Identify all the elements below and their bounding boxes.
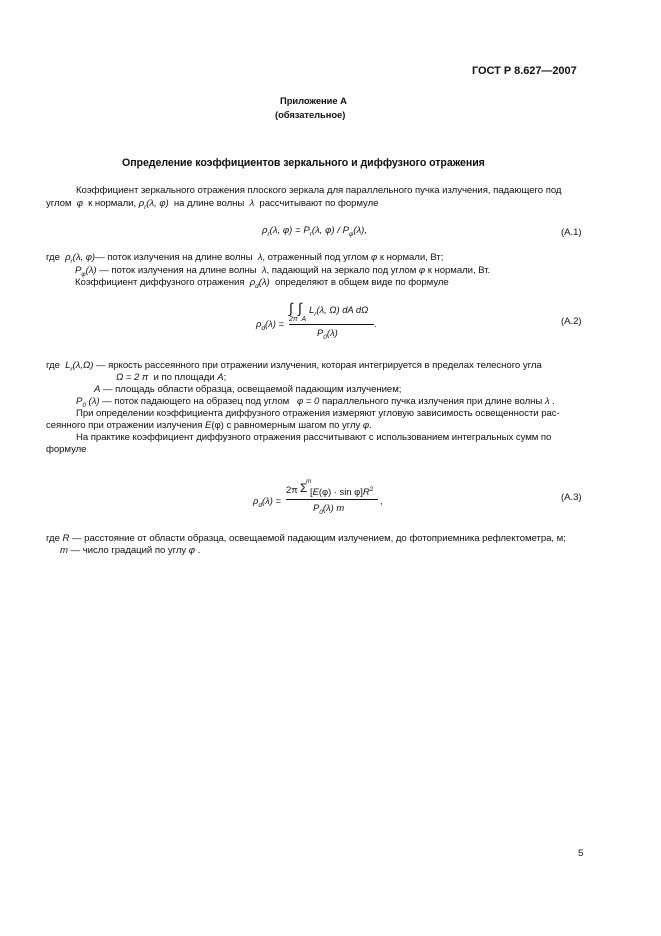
where-3: где $L_r(\lambda,\Omega)$ — яркость рассеянного при отражении излучения, которая интегрируется в пределах телесного угла — [46, 360, 542, 373]
where-6: где R — расстояние от области образца, освещаемой падающим излучением, до фотоприемника рефлектометра, м; — [46, 533, 566, 544]
formula-a2: $\rho_d(\lambda)$ = ∫ ∫ $L_r(\lambda$, Ω) dA dΩ 2π A $P_0(\lambda)$ . — [256, 300, 377, 341]
formula-a2-label: (А.2) — [561, 316, 582, 327]
where-3-continued: Ω = 2 π и по площади A; — [116, 372, 227, 383]
paragraph-3-line-1: При определении коэффициента диффузного отражения измеряют угловую зависимость освещенности рас- — [76, 408, 560, 419]
page-number: 5 — [578, 848, 584, 859]
where-7: m — число градаций по углу φ . — [60, 545, 201, 556]
where-4: A — площадь области образца, освещаемой падающим излучением; — [94, 384, 402, 395]
annex-status: (обязательное) — [275, 109, 346, 120]
annex-title: Приложение А — [280, 95, 347, 106]
where-2: $P_\varphi(\lambda)$ — поток излучения на длине волны λ, падающий на зеркало под углом φ к нормали, Вт. — [75, 265, 491, 278]
where-5: $P_0$ (λ) — поток падающего на образец под углом φ = 0 параллельного пучка излучения при длине волны λ . — [76, 396, 555, 409]
formula-a1-label: (А.1) — [561, 227, 582, 238]
paragraph-1-line-1: Коэффициент зеркального отражения плоского зеркала для параллельного пучка излучения, падающего под — [76, 185, 562, 196]
paragraph-3-line-2: сеянного при отражении излучения E(φ) с равномерным шагом по углу φ. — [46, 420, 372, 431]
paragraph-2: Коэффициент диффузного отражения $\rho_d(\lambda)$ определяют в общем виде по формуле — [75, 277, 449, 290]
standard-code: ГОСТ Р 8.627—2007 — [472, 65, 577, 77]
section-title: Определение коэффициентов зеркального и диффузного отражения — [122, 157, 485, 169]
paragraph-4-line-1: На практике коэффициент диффузного отражения рассчитывают с использованием интегральных сумм по — [76, 432, 552, 443]
formula-a1: $\rho_r(\lambda$, $\varphi) = P_r(\lambda$, $\varphi) / P_\varphi(\lambda)$, — [262, 225, 368, 238]
where-1: где $\rho_r(\lambda$, φ)— поток излучения на длине волны λ, отраженный под углом φ к нормали, Вт; — [46, 252, 444, 265]
formula-a3-label: (А.3) — [561, 492, 582, 503]
paragraph-4-line-2: формуле — [46, 444, 87, 455]
formula-a3: $\rho_d(\lambda)$ = m 2π Σ $[E(\varphi) \cdot \sin \varphi]R^2$ $P_0(\lambda)$ m , — [253, 478, 383, 516]
paragraph-1-line-2: углом φ к нормали, $\rho_r(\lambda$, φ) на длине волны λ рассчитывают по формуле — [46, 198, 379, 211]
